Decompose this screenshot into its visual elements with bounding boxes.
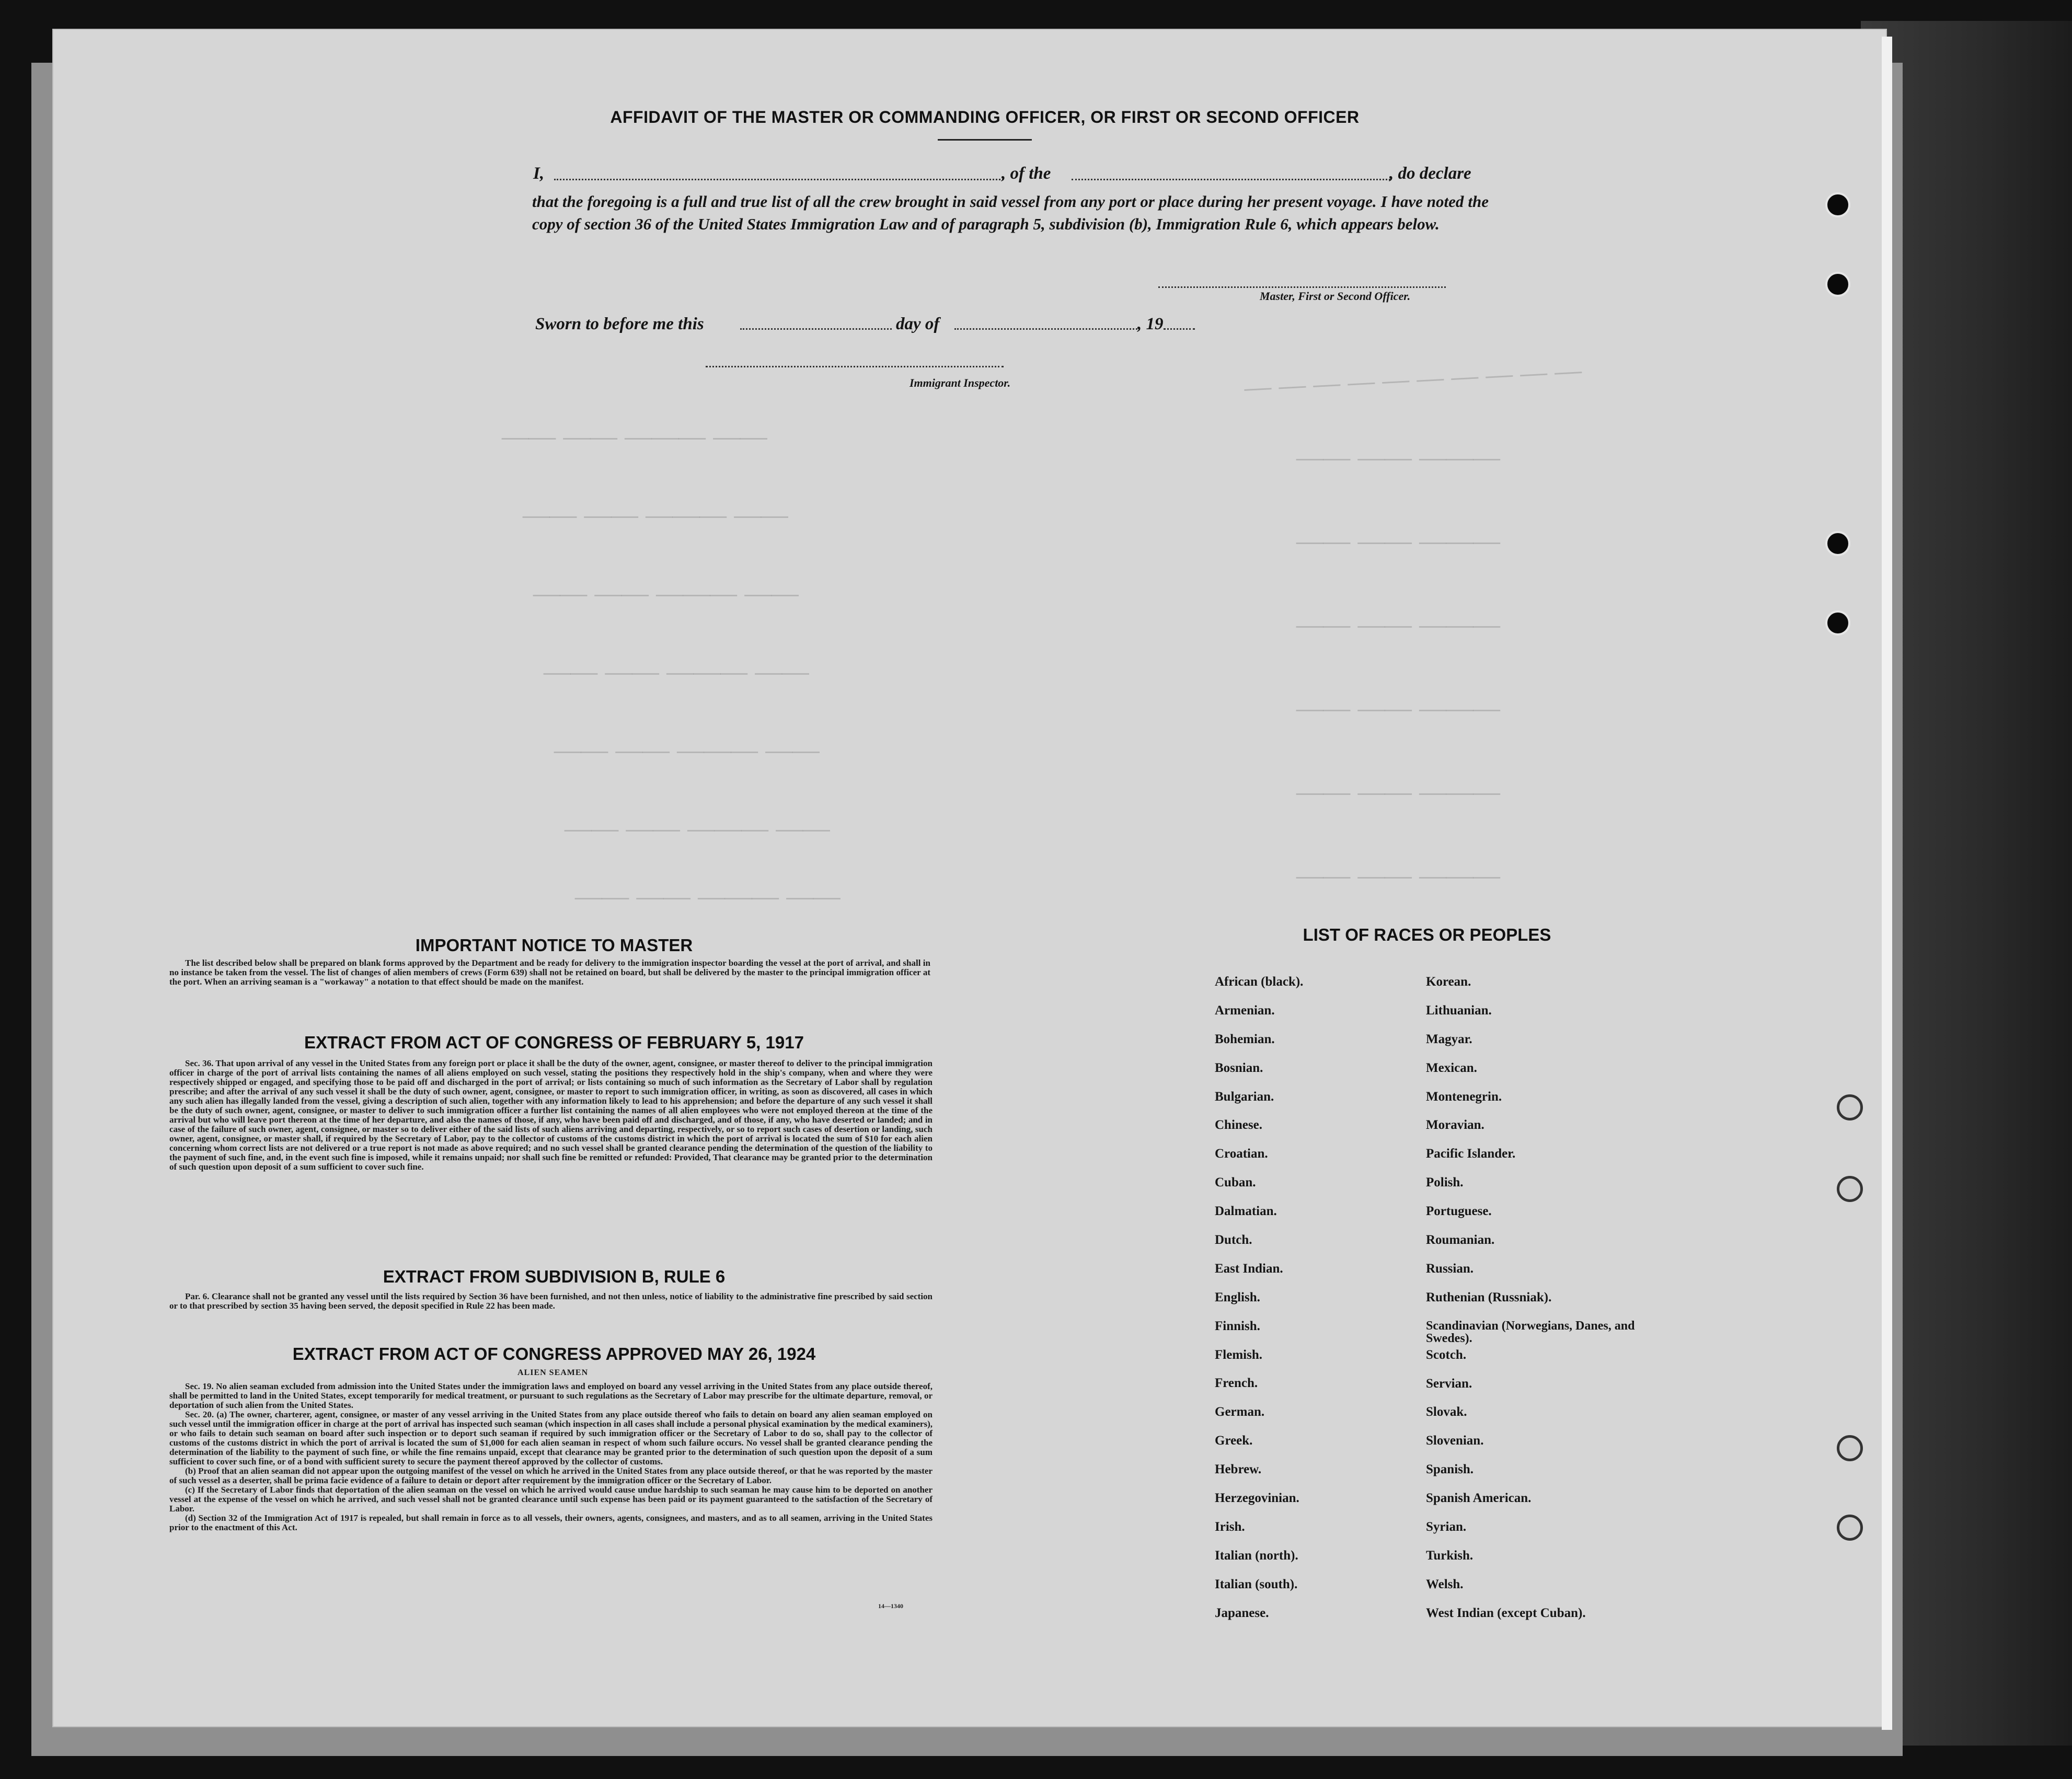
race-left-item: Dalmatian. bbox=[1215, 1204, 1277, 1219]
races-left-list bbox=[1215, 975, 1413, 1635]
race-left-item: Bosnian. bbox=[1215, 1060, 1263, 1075]
race-right-item: Korean. bbox=[1426, 975, 1471, 989]
section-36-paragraph: Sec. 36. That upon arrival of any vessel in the United States from any foreign port or place it shall be the duty of the owner, agent, consignee, or master thereof to deliver to the principal immigration officer in charge of the port of arrival lists containing the names of all aliens employed on such vessel, stating the positions they respectively hold in the ship's company, when and where they were respectively shipped or engaged, and specifying those to be paid off and discharged in the port of arrival; or lists containing so much of such information as the Secretary of Labor shall by regulation prescribe; and after the arrival of any such vessel it shall be the duty of such owner, agent, consignee, or master to report to such immigration officer, in writing, as soon as discovered, all cases in which any such alien has illegally landed from the vessel, giving a description of such alien, together with any information likely to lead to his apprehension; and before the departure of any such vessel it shall be the duty of such owner, agent, consignee, or master to deliver to such immigration officer a further list containing the names of all alien employees who were not employed thereon at the time of the arrival but who will leave port thereon at the time of her departure, and also the names of those, if any, who have been paid off and discharged, and of those, if any, who have deserted or landed; and in case of the failure of such owner, agent, consignee, or master so to deliver either of the said lists of such aliens arriving and departing, respectively, or so to report such cases of desertion or landing, such owner, agent, consignee, or master shall, if required by the Secretary of Labor, pay to the collector of customs of the customs district in which the port of arrival is located the sum of $10 for each alien concerning whom correct lists are not delivered or a true report is not made as above required; and no such vessel shall be granted clearance pending the determination of the question of the liability to the payment of such fine, and, in the event such fine is imposed, while it remains unpaid; nor shall such fine be remitted or refunded: Provided, That clearance may be granted prior to the determination of such question upon deposit of a sum sufficient to cover such fine. bbox=[169, 1058, 933, 1172]
year-label: , 19 bbox=[1137, 315, 1164, 333]
binder-hole-icon bbox=[1837, 1515, 1863, 1541]
binder-hole-icon bbox=[1825, 272, 1850, 297]
race-left-item: Irish. bbox=[1215, 1519, 1245, 1534]
race-right-item: Lithuanian. bbox=[1426, 1003, 1492, 1018]
affidavit-i-label: I, bbox=[533, 164, 545, 183]
race-left-item: French. bbox=[1215, 1376, 1258, 1391]
sec-20b-paragraph: (b) Proof that an alien seaman did not appear upon the outgoing manifest of the vessel on which he arrived in the United States from any place outside thereof, or that he was reported by the master of such vessel as a deserter, shall be prima facie evidence of a failure to detain or deport after requirement by the immigration officer or the Secretary of Labor. bbox=[169, 1466, 933, 1485]
race-left-item: Armenian. bbox=[1215, 1003, 1275, 1018]
race-right-item: Syrian. bbox=[1426, 1520, 1467, 1534]
signature-caption: Master, First or Second Officer. bbox=[1260, 290, 1411, 303]
notice-paragraph: The list described below shall be prepared on blank forms approved by the Department and be ready for delivery to the immigration inspector boarding the vessel at the port of arrival, and shall in no instance be taken from the vessel. The list of changes of alien members of crews (Form 639) shall not be retained on board, but shall be delivered by the master to the principal immigration officer at the port. When an arriving seaman is a "workaway" a notation to that effect should be made on the manifest. bbox=[169, 958, 930, 987]
affidavit-declaration: that the foregoing is a full and true list of all the crew brought in said vessel from any port or place during her present voyage. I have noted the copy of section 36 of the United States Immigration Law and of paragraph 5, subdivision (b), Immigration Rule 6, which appears below. bbox=[532, 192, 1489, 233]
extract-1924-text bbox=[169, 1382, 933, 1532]
binder-hole-icon bbox=[1825, 531, 1850, 556]
extract-1917-text bbox=[169, 1059, 933, 1172]
extract-rule6-text bbox=[169, 1292, 933, 1311]
binder-hole-icon bbox=[1837, 1435, 1863, 1461]
day-of-label: day of bbox=[896, 315, 940, 333]
race-left-item: Japanese. bbox=[1215, 1605, 1269, 1620]
race-right-item: Roumanian. bbox=[1426, 1233, 1495, 1247]
race-right-item: Slovak. bbox=[1426, 1405, 1467, 1419]
inspector-signature-field[interactable] bbox=[706, 366, 1004, 367]
race-left-item: Finnish. bbox=[1215, 1319, 1260, 1333]
race-left-item: Italian (south). bbox=[1215, 1577, 1298, 1591]
vessel-name-field[interactable] bbox=[1072, 179, 1390, 180]
race-left-item: Bulgarian. bbox=[1215, 1089, 1274, 1104]
race-left-item: Bohemian. bbox=[1215, 1032, 1275, 1046]
sec-20a-paragraph: Sec. 20. (a) The owner, charterer, agent, consignee, or master of any vessel arriving in the United States from any place outside thereof who fails to detain on board any alien seaman employed on such vessel until the immigration officer in charge at the port of arrival has inspected such seaman (which inspection in all cases shall include a personal physical examination by the medical examiners), or who fails to detain such seaman on board after such inspection or to deport such seaman if required by such immigration officer or the Secretary of Labor to do so, shall pay to the collector of customs of the customs district in which the port of arrival is located the sum of $1,000 for each alien seaman in respect of whom such failure occurs. No vessel shall be granted clearance pending the determination of the liability to the payment of such fine, or while the fine remains unpaid, except that clearance may be granted prior to the determination of such question upon the deposit of a sum sufficient to cover such fine, or of a bond with sufficient surety to secure the payment thereof approved by the collector of customs. bbox=[169, 1410, 933, 1466]
binder-hole-icon bbox=[1825, 610, 1850, 636]
master-name-field[interactable] bbox=[554, 179, 1004, 180]
race-left-item: English. bbox=[1215, 1290, 1260, 1304]
inspector-caption: Immigrant Inspector. bbox=[910, 376, 1011, 389]
extract-rule6-title: EXTRACT FROM SUBDIVISION B, RULE 6 bbox=[383, 1267, 726, 1286]
race-left-item: Croatian. bbox=[1215, 1147, 1268, 1161]
sworn-label: Sworn to before me this bbox=[535, 315, 704, 333]
race-left-item: German. bbox=[1215, 1405, 1265, 1419]
race-right-item: Polish. bbox=[1426, 1175, 1464, 1190]
affidavit-title: AFFIDAVIT OF THE MASTER OR COMMANDING OFFICER, OR FIRST OR SECOND OFFICER bbox=[610, 108, 1360, 126]
race-right-item: Slovenian. bbox=[1426, 1434, 1484, 1448]
races-title: LIST OF RACES OR PEOPLES bbox=[1303, 925, 1551, 944]
binder-hole-icon bbox=[1837, 1176, 1863, 1202]
binder-hole-icon bbox=[1825, 192, 1850, 217]
sec-19-paragraph: Sec. 19. No alien seaman excluded from admission into the United States under the immigration laws and employed on board any vessel arriving in the United States from any place outside thereof, shall be permitted to land in the United States, except temporarily for medical treatment, or pursuant to such regulations as the Secretary of Labor may prescribe for the ultimate departure, removal, or deportation of such alien from the United States. bbox=[169, 1381, 933, 1410]
extract-1924-title: EXTRACT FROM ACT OF CONGRESS APPROVED MAY 26, 1924 bbox=[292, 1344, 816, 1364]
race-right-item: Moravian. bbox=[1426, 1118, 1484, 1133]
sworn-day-field[interactable] bbox=[740, 328, 892, 330]
title-underline bbox=[938, 139, 1032, 141]
sec-20c-paragraph: (c) If the Secretary of Labor finds that deportation of the alien seaman on the vessel on which he arrived would cause undue hardship to such seaman he may cause him to be deported on another vessel at the expense of the vessel on which he arrived, and such vessel shall not be granted clearance until such expense has been paid or its payment guaranteed to the satisfaction of the Secretary of Labor. bbox=[169, 1485, 933, 1514]
sworn-year-field[interactable] bbox=[1164, 328, 1195, 330]
race-right-item: Montenegrin. bbox=[1426, 1089, 1502, 1104]
race-right-item: Scotch. bbox=[1426, 1347, 1467, 1362]
extract-1917-title: EXTRACT FROM ACT OF CONGRESS OF FEBRUARY 5, 1917 bbox=[304, 1033, 804, 1052]
page-edge bbox=[1882, 37, 1892, 1730]
race-left-item: Herzegovinian. bbox=[1215, 1491, 1299, 1506]
notice-title: IMPORTANT NOTICE TO MASTER bbox=[415, 935, 693, 955]
sec-20d-paragraph: (d) Section 32 of the Immigration Act of 1917 is repealed, but shall remain in force as to all vessels, their owners, agents, consignees, and masters, and as to all seamen, arriving in the United States prior to the enactment of this Act. bbox=[169, 1513, 933, 1532]
race-left-item: Chinese. bbox=[1215, 1118, 1262, 1133]
race-right-item: Scandinavian (Norwegians, Danes, and Swedes). bbox=[1426, 1319, 1635, 1345]
race-left-item: Cuban. bbox=[1215, 1175, 1256, 1190]
race-right-item: West Indian (except Cuban). bbox=[1426, 1605, 1586, 1620]
race-left-item: Italian (north). bbox=[1215, 1548, 1298, 1563]
race-left-item: Hebrew. bbox=[1215, 1462, 1262, 1477]
race-left-item: Greek. bbox=[1215, 1434, 1253, 1448]
race-left-item: East Indian. bbox=[1215, 1261, 1283, 1276]
race-right-item: Portuguese. bbox=[1426, 1204, 1492, 1219]
of-the-label: , of the bbox=[1002, 164, 1051, 183]
race-right-item: Ruthenian (Russniak). bbox=[1426, 1290, 1552, 1304]
race-right-item: Pacific Islander. bbox=[1426, 1147, 1516, 1161]
form-number: 14—1340 bbox=[878, 1602, 903, 1610]
race-right-item: Magyar. bbox=[1426, 1032, 1472, 1046]
sworn-month-field[interactable] bbox=[954, 328, 1137, 330]
race-right-item: Spanish. bbox=[1426, 1462, 1474, 1477]
binder-hole-icon bbox=[1837, 1094, 1863, 1120]
race-right-item: Servian. bbox=[1426, 1376, 1472, 1391]
races-right-list bbox=[1426, 975, 1645, 1635]
master-signature-field[interactable] bbox=[1158, 286, 1446, 288]
race-right-item: Russian. bbox=[1426, 1261, 1474, 1276]
alien-seamen-subtitle: ALIEN SEAMEN bbox=[517, 1368, 589, 1377]
race-left-item: African (black). bbox=[1215, 975, 1304, 989]
race-right-item: Spanish American. bbox=[1426, 1491, 1532, 1506]
rule6-paragraph: Par. 6. Clearance shall not be granted any vessel until the lists required by Section 36 have been furnished, and not then unless, notice of liability to the administrative fine prescribed by said section or to that prescribed by section 35 having been served, the deposit specified in Rule 22 has been made. bbox=[169, 1291, 933, 1311]
notice-text bbox=[169, 958, 930, 987]
race-right-item: Mexican. bbox=[1426, 1060, 1477, 1075]
race-left-item: Dutch. bbox=[1215, 1233, 1252, 1247]
race-right-item: Welsh. bbox=[1426, 1577, 1464, 1591]
do-declare-label: , do declare bbox=[1389, 164, 1471, 183]
race-left-item: Flemish. bbox=[1215, 1347, 1262, 1362]
race-right-item: Turkish. bbox=[1426, 1548, 1474, 1563]
